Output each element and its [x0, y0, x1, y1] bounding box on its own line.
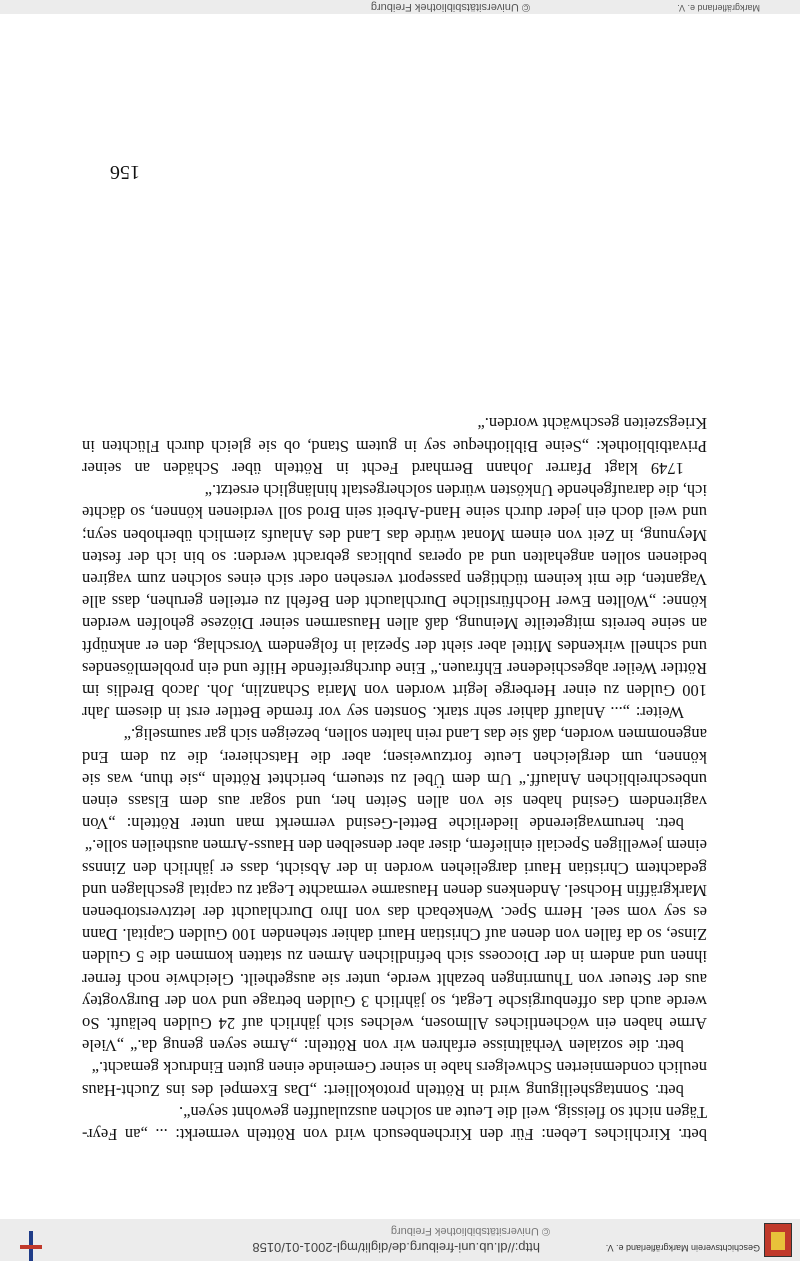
- paragraph: 1749 klagt Pfarrer Johann Bernhard Fecht in Rötteln über Schäden an seiner Privatbibliothek: „Seine Bibliotheque sey in gutem Stand, ob sie gleich durch Flüchten in Kriegszeiten geschwächt worden.“: [82, 414, 707, 478]
- society-name: Geschichtsverein Markgräflerland e. V.: [605, 1243, 760, 1253]
- paragraph: betr. die sozialen Verhältnisse erfahren wir von Rötteln: „Arme seyen genug da.“ „Viele Arme haben ein wöchentliches Allmosen, welches sich jährlich auf 24 Gulden beläuft. So werde auch das offenburgische Legat, so jährlich 3 Gulden betrage und von der Burgvogtey aus der Steuer von Thumringen bezahlt werde, unter sie ausgetheilt. Gleichwie noch ferner ihnen und andern in der Diocoess sich befindlichen Armen zu statten kommen die 5 Gulden Zinse, so da fallen von denen auf Christian Hauri dahier stehenden 100 Gulden Capital. Dann es sey vom seel. Herrn Spec. Wenkebach das von Ihro Durchlaucht der letztverstorbenen Markgräffin Hochsel. Andenkens denen Hausarme vermachte Legat zu capital geschlagen und gedachtem Christian Hauri dargeliehen worden in der Absicht, dass er jährlich den Zinnss einem jewelligen Speciali einliefern, diser aber denselben den Hauss-Armen austheilen solle.“: [82, 836, 707, 1056]
- paragraph: Weiter: „... Anlauff dahier sehr stark. Sonsten sey vor fremde Bettler erst in diesem Jahr 100 Gulden zu einer Herberge legirt worden von Maria Schanzlin, Joh. Jacob Bredlis im Röttler Weiler abgeschiedener Ehfrauen.“ Eine durchgreifende Hilfe und ein problemlösendes und schnell wirkendes Mittel aber sieht der Spezial in folgendem Vorschlag, den er anknüpft an seine bereits mitgeteilte Meinung, daß allen Hausarmen seiner Diözese geholfen werden könne: „Wollten Ewer Hochfürstliche Durchlaucht den Befehl zu erteilen geruhen, dass alle Vaganten, die mit keinem tüchtigen passeport versehen oder sich eines solchen zum vagiren bedienen sollen angehalten und ad operas publicas gebracht werden: so bin ich der festen Meynung, in Zeit von einem Monat würde das Land des Anlaufs ziemlich überhoben seyn; und weil doch ein jeder durch seine Hand-Arbeit sein Brod soll verdienen können, so dächte ich, die daraufgehende Unkösten würden solchergestalt hinlänglich ersetzt.“: [82, 481, 707, 723]
- paragraph: betr. herumvagierende liederliche Bettel-Gesind vermerkt man unter Rötteln: „Von vagirendem Gesind haben sie von allen Seiten her, und sogar aus dem Elsass einen unbeschreiblichen Anlauff.“ Um dem Übel zu steuern, berichtet Rötteln „sie thun, was sie können, um dergleichen Leute fortzuweisen; aber die Hatschierer, die zu dem End angenommen worden, daß sie das Land rein halten sollen, bezeigen sich gar saumselig.“: [82, 725, 707, 834]
- footer-society: Markgräflerland e. V.: [677, 3, 760, 13]
- society-crest-icon: [764, 1223, 792, 1257]
- page-number: 156: [110, 161, 140, 183]
- viewer-footer: [0, 0, 800, 14]
- library-credit: © Universitätsbibliothek Freiburg: [390, 1225, 550, 1237]
- library-logo-icon: [20, 1231, 42, 1261]
- paragraph: betr. Kirchliches Leben: Für den Kirchenbesuch wird von Rötteln vermerkt: ... „an Feyr-Tägen nicht so fleissig, weil die Leute an solchen auszulauffen gewohnt seyen“.: [82, 1102, 707, 1144]
- body-text: [82, 412, 707, 1145]
- viewer-header: [0, 1219, 800, 1261]
- page-url[interactable]: http://dl.ub.uni-freiburg.de/diglit/mgl-2001-01/0158: [252, 1240, 540, 1255]
- footer-library-credit: © Universitätsbibliothek Freiburg: [370, 1, 530, 13]
- paragraph: betr. Sonntagsheiligung wird in Rötteln protokolliert: „Das Exempel des ins Zucht-Haus neulich condemnierten Schwelgers habe in seiner Gemeinde einen guten Eindruck gemacht.“: [82, 1058, 707, 1100]
